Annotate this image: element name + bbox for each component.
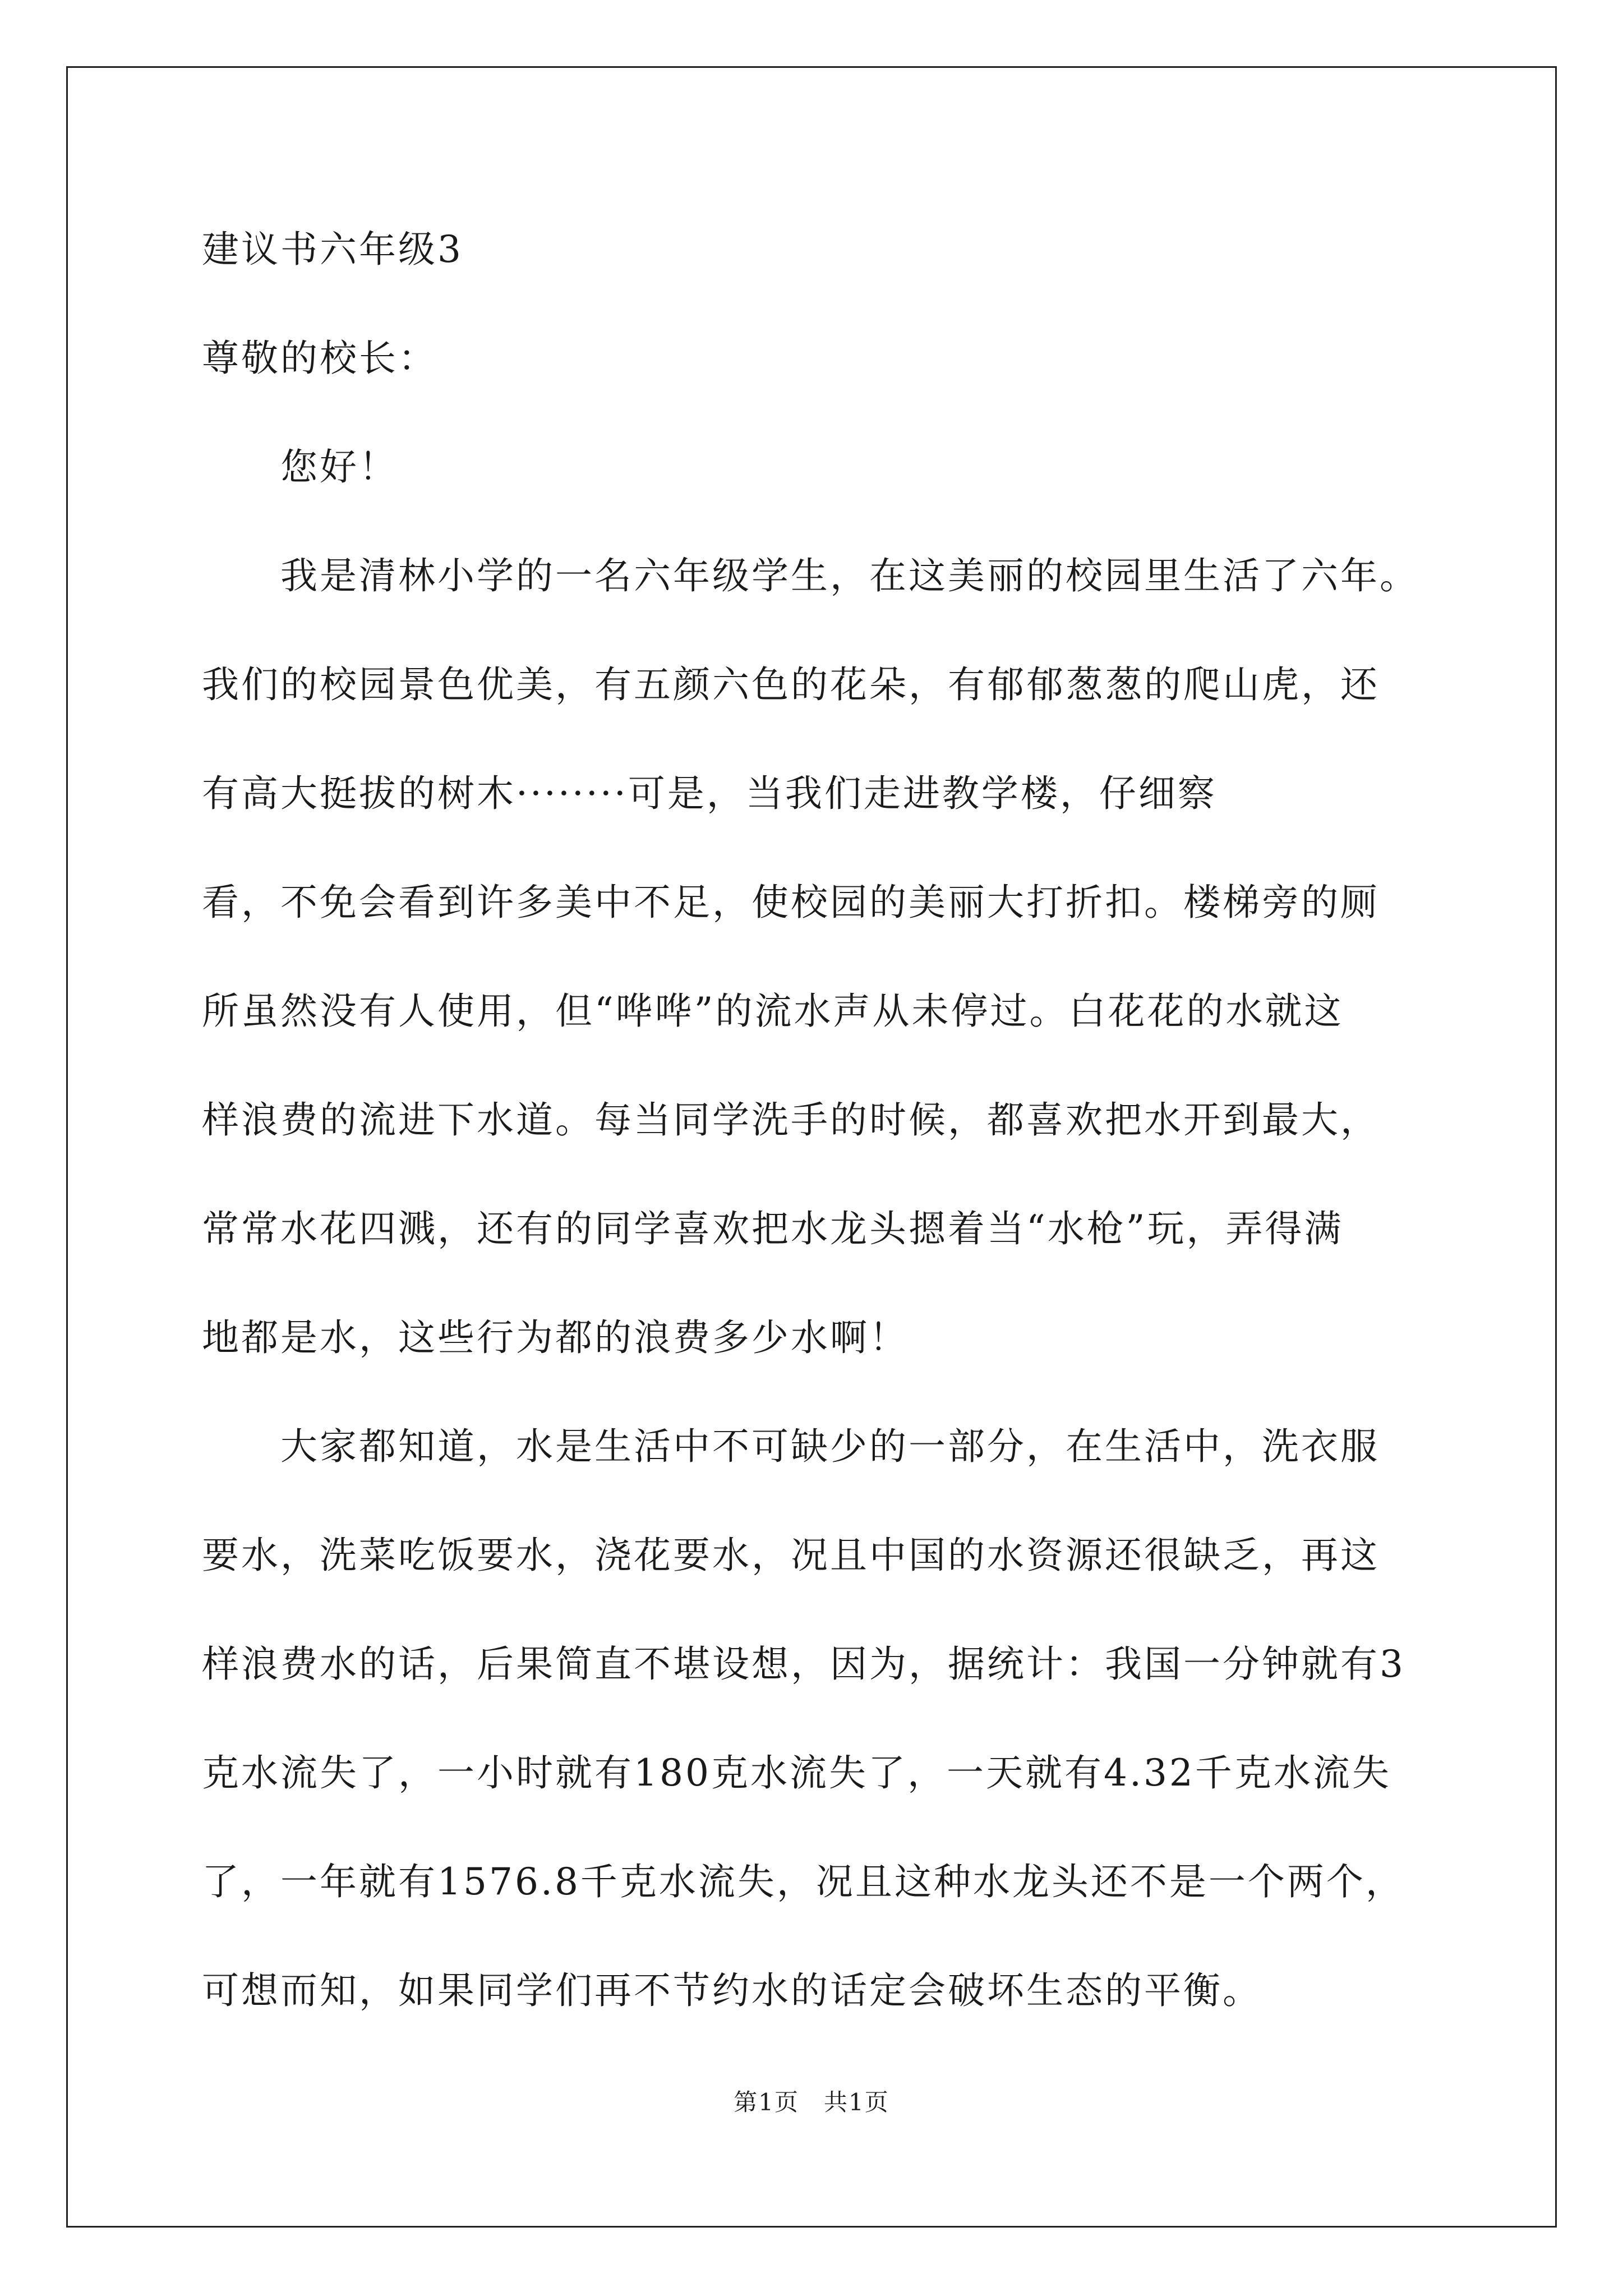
paragraph-2-line-4: 克水流失了，一小时就有180克水流失了，一天就有4.32千克水流失	[202, 1751, 1391, 1795]
document-title: 建议书六年级3	[202, 228, 463, 271]
paragraph-1-line-1: 我是清林小学的一名六年级学生，在这美丽的校园里生活了六年。	[280, 554, 1419, 597]
paragraph-1-line-4: 看，不免会看到许多美中不足，使校园的美丽大打折扣。楼梯旁的厕	[202, 881, 1380, 924]
document-body	[202, 222, 1424, 2072]
salutation: 尊敬的校长：	[202, 337, 437, 380]
paragraph-1-line-5: 所虽然没有人使用，但“哗哗”的流水声从未停过。白花花的水就这	[202, 990, 1344, 1033]
paragraph-2-line-1: 大家都知道，水是生活中不可缺少的一部分，在生活中，洗衣服	[280, 1425, 1380, 1468]
paragraph-2-line-6: 可想而知，如果同学们再不节约水的话定会破坏生态的平衡。	[202, 1969, 1262, 2012]
paragraph-1-line-2: 我们的校园景色优美，有五颜六色的花朵，有郁郁葱葱的爬山虎，还	[202, 663, 1380, 706]
paragraph-1-line-7: 常常水花四溅，还有的同学喜欢把水龙头摁着当“水枪”玩，弄得满	[202, 1207, 1344, 1250]
paragraph-2-line-3: 样浪费水的话，后果简直不堪设想，因为，据统计：我国一分钟就有3	[202, 1642, 1405, 1686]
paragraph-1-line-8: 地都是水，这些行为都的浪费多少水啊！	[202, 1316, 909, 1359]
paragraph-1-line-6: 样浪费的流进下水道。每当同学洗手的时候，都喜欢把水开到最大，	[202, 1098, 1380, 1142]
paragraph-1-line-3: 有高大挺拔的树木········可是，当我们走进教学楼，仔细察	[202, 772, 1217, 815]
paragraph-2-line-2: 要水，洗菜吃饭要水，浇花要水，况且中国的水资源还很缺乏，再这	[202, 1534, 1380, 1577]
greeting: 您好！	[280, 445, 398, 489]
paragraph-2-line-5: 了，一年就有1576.8千克水流失，况且这种水龙头还不是一个两个，	[202, 1860, 1405, 1903]
page-number: 第1页 共1页	[734, 2088, 889, 2116]
